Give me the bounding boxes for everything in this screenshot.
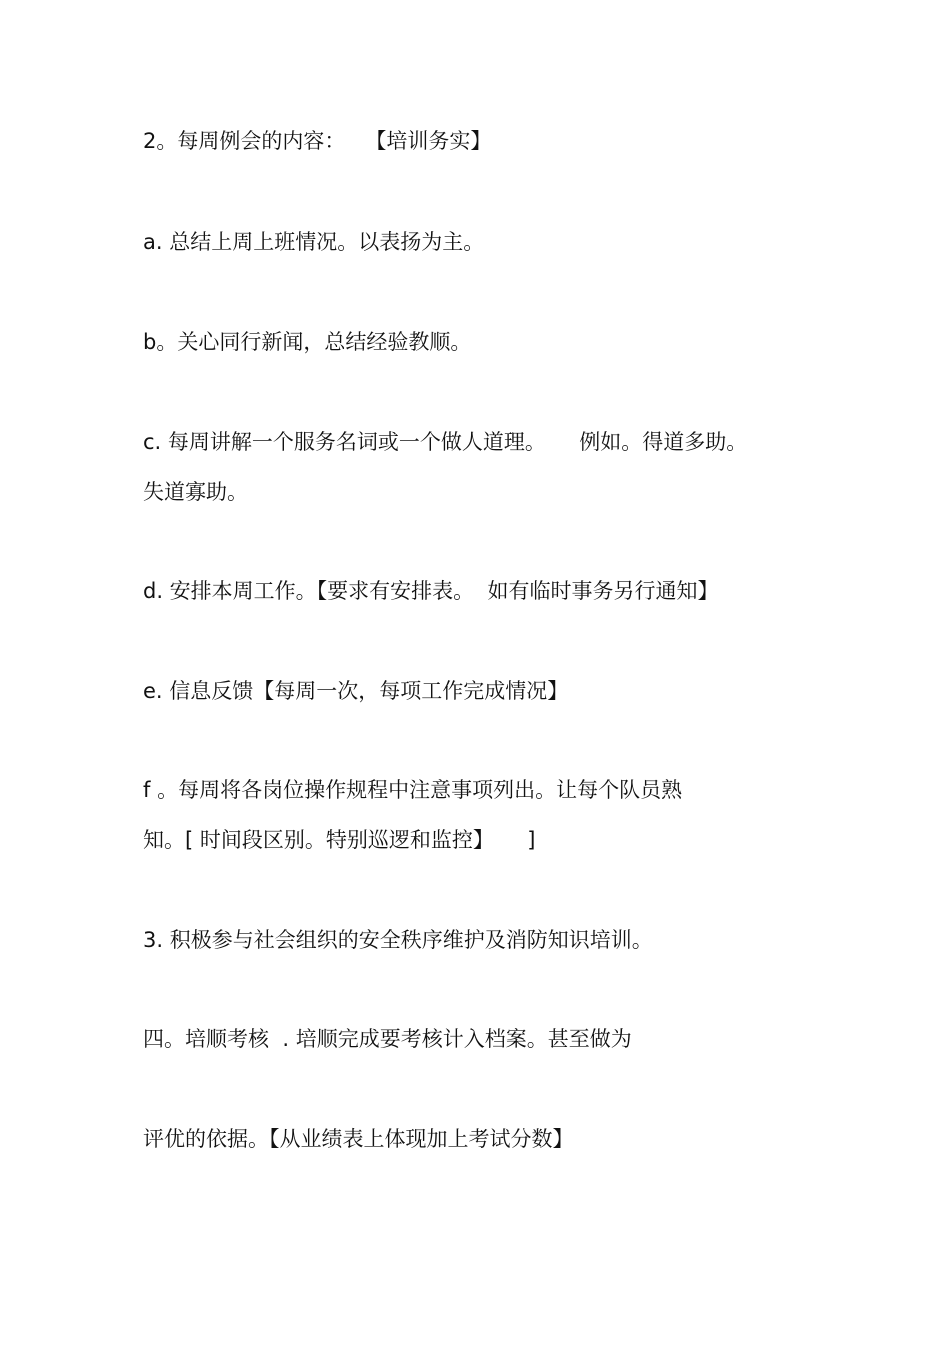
item-d: d. 安排本周工作。【要求有安排表。 如有临时事务另行通知】 [143,579,719,603]
section-4-line-2: 评优的依据。【从业绩表上体现加上考试分数】 [143,1127,574,1151]
item-f-line-1: f 。每周将各岗位操作规程中注意事项列出。让每个队员熟 [143,778,683,802]
item-f-line-2: 知。[ 时间段区别。特别巡逻和监控】 ] [143,828,536,852]
item-b: b。关心同行新闻，总结经验教顺。 [143,330,472,354]
section-3: 3. 积极参与社会组织的安全秩序维护及消防知识培训。 [143,928,653,952]
section-2-heading: 2。每周例会的内容： 【培训务实】 [143,129,492,153]
item-c-line-2: 失道寡助。 [143,480,248,504]
item-e: e. 信息反馈【每周一次，每项工作完成情况】 [143,679,569,703]
section-4-line-1: 四。培顺考核 . 培顺完成要考核计入档案。甚至做为 [143,1027,632,1051]
item-a: a. 总结上周上班情况。以表扬为主。 [143,230,485,254]
item-c-line-1: c. 每周讲解一个服务名词或一个做人道理。 例如。得道多助。 [143,430,748,454]
